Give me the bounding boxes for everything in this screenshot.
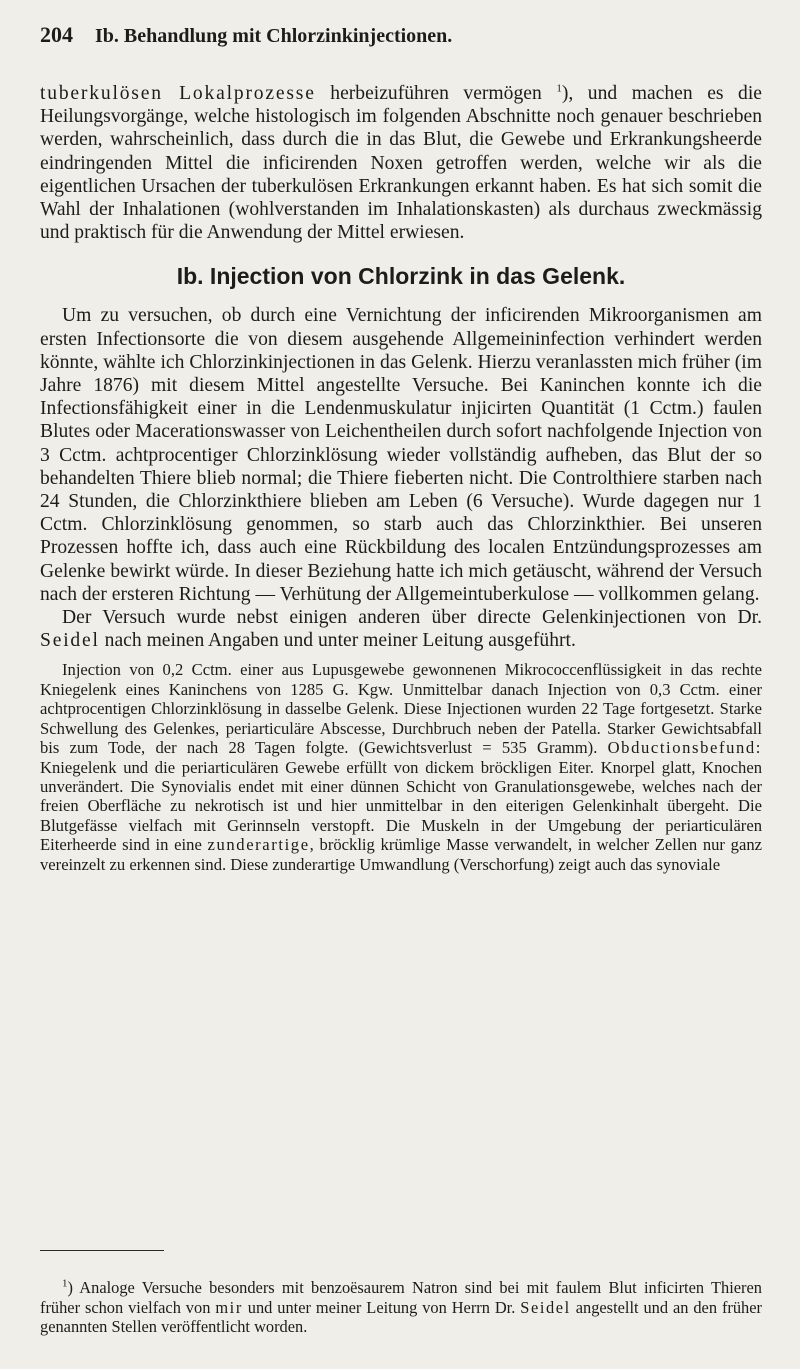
running-head: Ib. Behandlung mit Chlorzinkinjectionen. — [95, 25, 453, 47]
spaced-term: mir — [215, 1297, 243, 1317]
page-number: 204 — [40, 22, 73, 47]
text-run: Injection von 0,2 Cctm. einer aus Lupusgewebe gewonnenen Mikrococcenflüssigkeit in das rechte Kniegelenk eines Kaninchens von 1285 G. Kgw. Unmittelbar danach Injection von 0,3 Cctm. einer achtprocentigen Chlorzinklösung in dasselbe Gelenk. Diese Injectionen wurden 22 Tage fortgesetzt. Starke Schwellung des Gelenkes, periarticuläre Abscesse, Durchbruch neben der Patella. Starker Gewichtsabfall bis zum Tode, der nach 28 Tagen folgte. (Gewichtsverlust = 535 Gramm). — [40, 660, 762, 758]
spaced-term: zunderartige — [207, 835, 310, 855]
paragraph-experiments: Um zu versuchen, ob durch eine Vernichtung der inficirenden Mikroorganismen am ersten Infectionsorte die von diesem ausgehende Allgemeininfection verhindert werden könnte, wählte ich Chlorzinkinjectionen in das Gelenk. Hierzu veranlassten mich früher (im Jahre 1876) mit diesem Mittel angestellte Versuche. Bei Kaninchen konnte ich die Infectionsfähigkeit einer in die Lendenmuskulatur injicirten Quantität (1 Cctm.) faulen Blutes oder Macerationswasser von Leichentheilen durch sofort nachfolgende Injection von 3 Cctm. achtprocentiger Chlorzinklösung wieder vollständig aufheben, das Blut der so behandelten Thiere blieb normal; die Thiere fieberten nicht. Die Controlthiere starben nach 24 Stunden, die Chlorzinkthiere blieben am Leben (6 Versuche). Wurde dagegen nur 1 Cctm. Chlorzinklösung genommen, so starb auch das Chlorzinkthier. Bei unseren Prozessen hoffte ich, dass auch eine Rückbildung des localen Entzündungsprozesses am Gelenke bewirkt würde. In dieser Beziehung hatte ich mich getäuscht, während der Versuch nach der ersteren Richtung — Verhütung der Allgemeintuberkulose — vollkommen gelang. — [40, 305, 762, 605]
text-run: , bröcklig krümlige Masse verwandelt, in welcher Zellen nur ganz vereinzelt zu erkennen sind. Diese zunderartige Umwandlung (Verschorfung) zeigt auch das synoviale — [40, 835, 763, 874]
main-text — [40, 82, 762, 874]
spaced-name: Seidel — [520, 1297, 571, 1317]
spaced-term: Obductionsbefund: — [607, 738, 762, 758]
section-heading: Ib. Injection von Chlorzink in das Gelenk. — [176, 263, 626, 290]
text-run: und unter meiner Leitung von Herrn Dr. — [242, 1297, 521, 1317]
text-run: herbeizuführen vermögen — [315, 83, 557, 104]
paragraph-seidel — [40, 606, 762, 652]
text-run: nach meinen Angaben und unter meiner Leitung ausgeführt. — [99, 630, 576, 652]
text-run: Kniegelenk und die periarticulären Gewebe erfüllt von dickem bröckligen Eiter. Knorpel glatt, Knochen unverändert. Die Synovialis endet mit einer dünnen Schicht von Granulationsgewebe, welches nach der freien Oberfläche zu nekrotisch ist und hier unmittelbar in den eiterigen Gelenkinhalt übergeht. Die Blutgefässe vielfach mit Gerinnseln verstopft. Die Muskeln in der Umgebung der periarticulären Eiterheerde sind in eine — [40, 757, 762, 855]
text-run: Der Versuch wurde nebst einigen anderen über directe Gelenkinjectionen von Dr. — [62, 607, 762, 629]
text-run: ), und machen es die Heilungsvorgänge, welche histologisch im folgenden Abschnitte noch genauer beschrieben werden, wahrscheinlich, dass durch die in das Blut, die Gewebe und Erkrankungsheerde eindringenden Mittel die inficirenden Noxen getroffen werden, welche wir als die eigentlichen Ursachen der tuberkulösen Erkrankungen erkannt haben. Es hat sich somit die Wahl der Inhalationen (wohlverstanden im Inhalationskasten) als durchaus zweckmässig und praktisch für die Anwendung der Mittel erwiesen. — [40, 83, 762, 244]
footnote-divider — [40, 1250, 164, 1251]
paragraph-continuation — [40, 82, 762, 244]
spaced-name: Seidel — [40, 630, 100, 652]
text-run: ) Analoge Versuche besonders mit benzoësaurem Natron sind bei mit faulem Blut inficirten Thieren früher schon vielfach von — [40, 1278, 762, 1317]
spaced-term: tuberkulösen Lokalprozesse — [40, 83, 316, 104]
footnote-reference: 1 — [556, 82, 562, 95]
footnote-mark: 1 — [62, 1277, 68, 1290]
page-header — [40, 22, 760, 52]
text-run: angestellt und an den früher genannten Stellen veröffentlicht worden. — [40, 1297, 762, 1336]
footnote — [40, 1278, 762, 1336]
paragraph-case-report — [40, 660, 762, 873]
